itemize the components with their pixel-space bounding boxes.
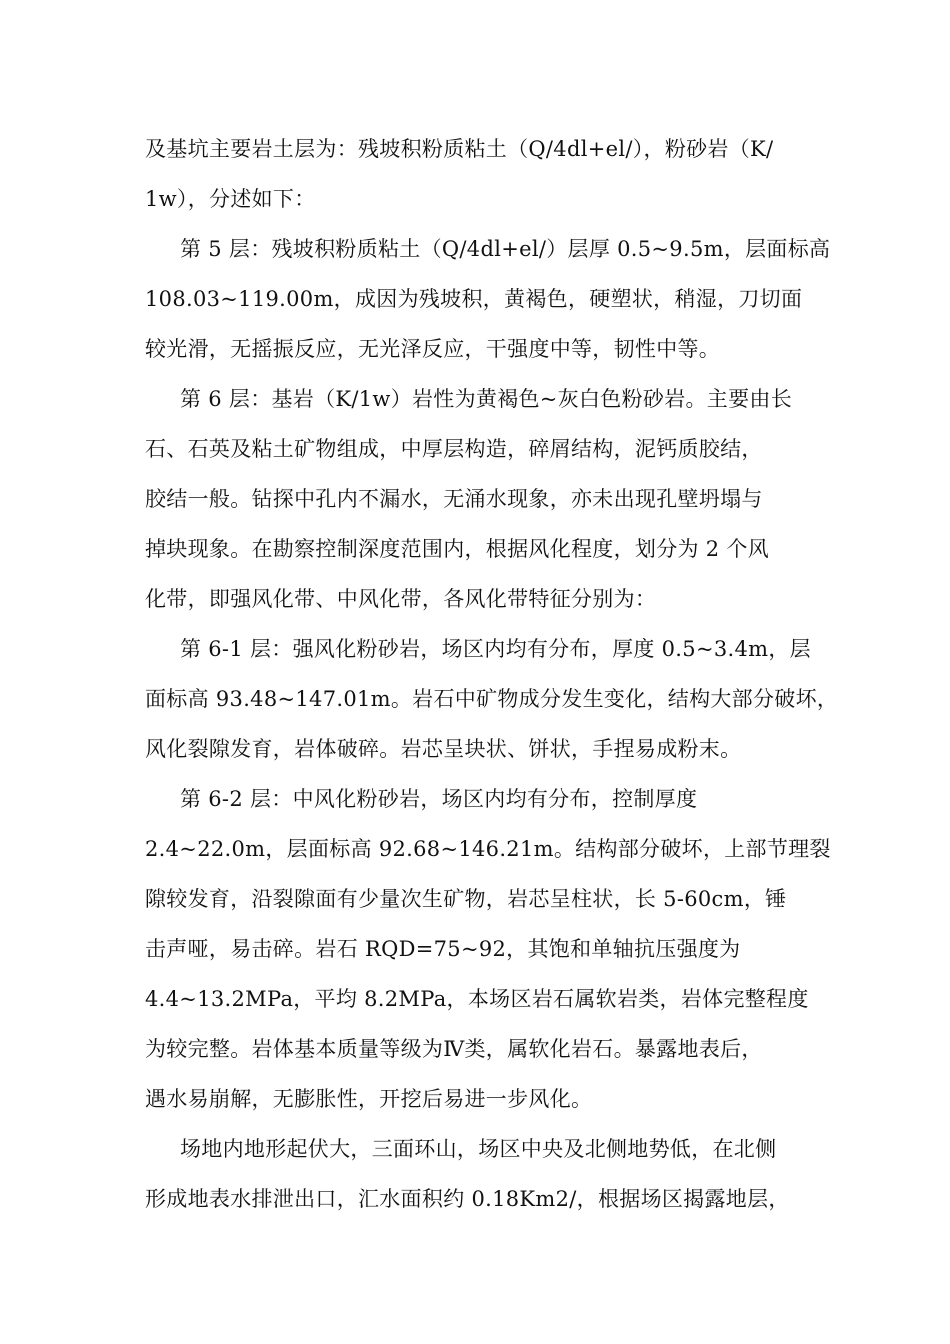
text-line: 击声哑，易击碎。岩石 RQD=75~92，其饱和单轴抗压强度为 xyxy=(145,937,741,961)
paragraph-start-line: 第 5 层：残坡积粉质粘土（Q/4dl+el/）层厚 0.5~9.5m，层面标高 xyxy=(180,237,831,261)
text-line: 1w），分述如下： xyxy=(145,187,316,211)
paragraph-start-line: 第 6-2 层：中风化粉砂岩，场区内均有分布，控制厚度 xyxy=(180,787,698,811)
text-line: 4.4~13.2MPa，平均 8.2MPa，本场区岩石属软岩类，岩体完整程度 xyxy=(145,987,809,1011)
text-line: 风化裂隙发育，岩体破碎。岩芯呈块状、饼状，手捏易成粉末。 xyxy=(145,737,742,761)
text-line: 隙较发育，沿裂隙面有少量次生矿物，岩芯呈柱状，长 5-60cm，锤 xyxy=(145,887,787,911)
text-line: 胶结一般。钻探中孔内不漏水，无涌水现象，亦未出现孔壁坍塌与 xyxy=(145,487,763,511)
text-line: 形成地表水排泄出口，汇水面积约 0.18Km2/，根据场区揭露地层， xyxy=(145,1187,790,1211)
paragraph-start-line: 第 6-1 层：强风化粉砂岩，场区内均有分布，厚度 0.5~3.4m，层 xyxy=(180,637,811,661)
text-line: 较光滑，无摇振反应，无光泽反应，干强度中等，韧性中等。 xyxy=(145,337,721,361)
text-line: 108.03~119.00m，成因为残坡积，黄褐色，硬塑状，稍湿，刀切面 xyxy=(145,287,803,311)
text-line: 及基坑主要岩土层为：残坡积粉质粘土（Q/4dl+el/），粉砂岩（K/ xyxy=(145,137,774,161)
text-line: 石、石英及粘土矿物组成，中厚层构造，碎屑结构，泥钙质胶结， xyxy=(145,437,763,461)
text-line: 为较完整。岩体基本质量等级为Ⅳ类，属软化岩石。暴露地表后， xyxy=(145,1037,763,1061)
text-line: 掉块现象。在勘察控制深度范围内，根据风化程度，划分为 2 个风 xyxy=(145,537,770,561)
paragraph-start-line: 场地内地形起伏大，三面环山，场区中央及北侧地势低，在北侧 xyxy=(180,1137,777,1161)
text-line: 化带，即强风化带、中风化带，各风化带特征分别为： xyxy=(145,587,657,611)
paragraph-start-line: 第 6 层：基岩（K/1w）岩性为黄褐色~灰白色粉砂岩。主要由长 xyxy=(180,387,793,411)
text-line: 面标高 93.48~147.01m。岩石中矿物成分发生变化，结构大部分破坏， xyxy=(145,687,839,711)
text-line: 2.4~22.0m，层面标高 92.68~146.21m。结构部分破坏，上部节理裂 xyxy=(145,837,831,861)
text-line: 遇水易崩解，无膨胀性，开挖后易进一步风化。 xyxy=(145,1087,593,1111)
